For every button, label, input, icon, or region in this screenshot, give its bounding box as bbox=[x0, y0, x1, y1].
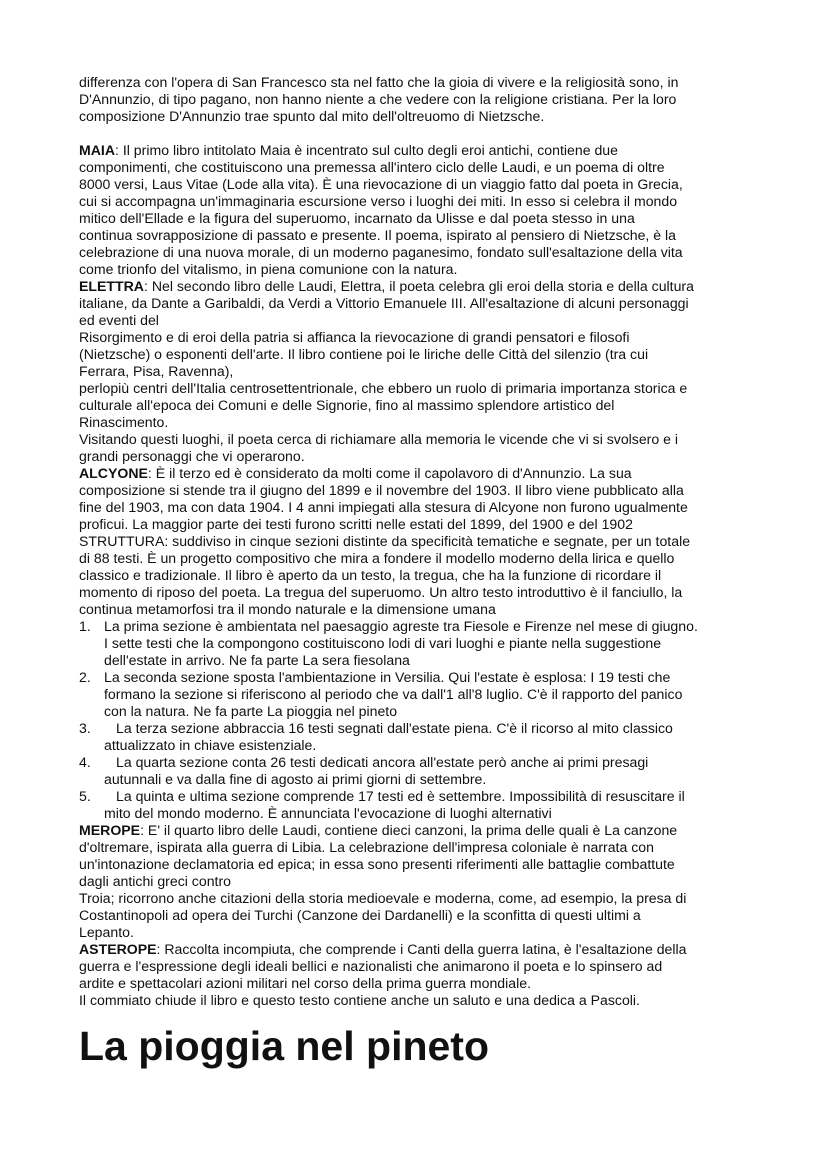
alcyone-title: ALCYONE bbox=[79, 465, 148, 481]
text-line: italiane, da Dante a Garibaldi, da Verdi a Vittorio Emanuele III. All'esaltazione di alcuni personaggi bbox=[79, 295, 689, 311]
asterope-first-line: : Raccolta incompiuta, che comprende i Canti della guerra latina, è l'esaltazione della bbox=[156, 941, 687, 957]
text-line: differenza con l'opera di San Francesco sta nel fatto che la gioia di vivere e la religiosità sono, in bbox=[79, 74, 679, 90]
text-line: fine del 1903, ma con data 1904. I 4 anni impiegati alla stesura di Alcyone non furono ugualmente bbox=[79, 499, 688, 515]
text-line: mitico dell'Ellade e la figura del superuomo, incarnato da Ulisse e dal poeta stesso in una bbox=[79, 210, 635, 226]
merope-first-line: : E' il quarto libro delle Laudi, contiene dieci canzoni, la prima delle quali è La canzone bbox=[140, 822, 678, 838]
text-line: dagli antichi greci contro bbox=[79, 873, 231, 889]
list-number: 5. bbox=[79, 788, 91, 804]
list-item bbox=[79, 788, 751, 822]
text-line: grandi personaggi che vi operarono. bbox=[79, 448, 305, 464]
text-line: La seconda sezione sposta l'ambientazione in Versilia. Qui l'estate è esplosa: I 19 testi che bbox=[104, 669, 671, 685]
list-number: 4. bbox=[79, 754, 91, 770]
maia-first-line: : Il primo libro intitolato Maia è incentrato sul culto degli eroi antichi, contiene due bbox=[115, 142, 618, 158]
text-line: La quarta sezione conta 26 testi dedicati ancora all'estate però anche ai primi presagi bbox=[116, 754, 649, 770]
merope-title: MEROPE bbox=[79, 822, 141, 838]
list-item bbox=[79, 669, 751, 720]
elettra-title: ELETTRA bbox=[79, 278, 144, 294]
paragraph-gap bbox=[79, 125, 751, 142]
list-item bbox=[79, 720, 751, 754]
text-line: Lepanto. bbox=[79, 924, 134, 940]
text-line: Rinascimento. bbox=[79, 414, 169, 430]
text-line: dell'estate in arrivo. Ne fa parte La sera fiesolana bbox=[104, 652, 410, 668]
text-line: culturale all'epoca dei Comuni e delle Signorie, fino al massimo splendore artistico del bbox=[79, 397, 615, 413]
text-line: perlopiù centri dell'Italia centrosettentrionale, che ebbero un ruolo di primaria importanza storica e bbox=[79, 380, 688, 396]
text-line: formano la sezione si riferiscono al periodo che va dall'1 all'8 luglio. C'è il rapporto del panico bbox=[104, 686, 683, 702]
text-line: autunnali e va dalla fine di agosto ai primi giorni di settembre. bbox=[104, 771, 487, 787]
maia-title: MAIA bbox=[79, 142, 116, 158]
text-line: mito del mondo moderno. È annunciata l'evocazione di luoghi alternativi bbox=[104, 805, 552, 821]
text-line: proficui. La maggior parte dei testi furono scritti nelle estati del 1899, del 1900 e del 1902 bbox=[79, 516, 633, 532]
text-line: Troia; ricorrono anche citazioni della storia medioevale e moderna, come, ad esempio, la presa di bbox=[79, 890, 687, 906]
text-line: Ferrara, Pisa, Ravenna), bbox=[79, 363, 234, 379]
text-line: momento di riposo del poeta. La tregua del superuomo. Un altro testo introduttivo è il fanciullo, la bbox=[79, 584, 683, 600]
text-line: d'oltremare, ispirata alla guerra di Libia. La celebrazione dell'impresa coloniale è narrata con bbox=[79, 839, 654, 855]
text-line: componimenti, che costituiscono una premessa all'intero ciclo delle Laudi, e un poema di oltre bbox=[79, 159, 665, 175]
list-number: 2. bbox=[79, 669, 91, 685]
text-line: come trionfo del vitalismo, in piena comunione con la natura. bbox=[79, 261, 458, 277]
text-line: un'intonazione declamatoria ed epica; in essa sono presenti riferimenti alle battaglie combattute bbox=[79, 856, 675, 872]
text-line: continua sovrapposizione di passato e presente. Il poema, ispirato al pensiero di Nietzsche, è la bbox=[79, 227, 676, 243]
text-line: ed eventi del bbox=[79, 312, 159, 328]
text-line: di 88 testi. È un progetto compositivo che mira a fondere il modello moderno della lirica e quello bbox=[79, 550, 675, 566]
list-number: 1. bbox=[79, 618, 91, 634]
text-line: attualizzato in chiave esistenziale. bbox=[104, 737, 317, 753]
alcyone-paragraph bbox=[79, 465, 751, 618]
text-line: (Nietzsche) o esponenti dell'arte. Il libro contiene poi le liriche delle Città del silenzio (tra cui bbox=[79, 346, 649, 362]
maia-paragraph bbox=[79, 142, 751, 278]
text-line: STRUTTURA: suddiviso in cinque sezioni distinte da specificità tematiche e segnate, per un totale bbox=[79, 533, 691, 549]
merope-paragraph bbox=[79, 822, 751, 941]
text-line: 8000 versi, Laus Vitae (Lode alla vita). È una rievocazione di un viaggio fatto dal poeta in Grecia, bbox=[79, 176, 683, 192]
text-line: Costantinopoli ad opera dei Turchi (Canzone dei Dardanelli) e la sconfitta di questi ultimi a bbox=[79, 907, 641, 923]
elettra-first-line: : Nel secondo libro delle Laudi, Elettra, il poeta celebra gli eroi della storia e della cultura bbox=[143, 278, 694, 294]
text-line bbox=[79, 822, 751, 839]
text-line: ardite e spettacolari azioni militari nel corso della prima guerra mondiale. bbox=[79, 975, 531, 991]
document-body bbox=[79, 74, 751, 1009]
text-line: continua metamorfosi tra il mondo naturale e la dimensione umana bbox=[79, 601, 496, 617]
text-line bbox=[79, 465, 751, 482]
text-line bbox=[79, 142, 751, 159]
text-line bbox=[79, 941, 751, 958]
text-line: cui si accompagna un'immaginaria escursione verso i luoghi dei miti. In esso si celebra il mondo bbox=[79, 193, 678, 209]
elettra-paragraph bbox=[79, 278, 751, 465]
text-line: I sette testi che la compongono costituiscono lodi di vari luoghi e piante nella suggestione bbox=[104, 635, 662, 651]
alcyone-first-line: : È il terzo ed è considerato da molti come il capolavoro di d'Annunzio. La sua bbox=[147, 465, 632, 481]
text-line: La quinta e ultima sezione comprende 17 testi ed è settembre. Impossibilità di resuscitare il bbox=[116, 788, 685, 804]
alcyone-sections-list bbox=[79, 618, 751, 822]
text-line: D'Annunzio, di tipo pagano, non hanno niente a che vedere con la religione cristiana. Per la loro bbox=[79, 91, 677, 107]
section-heading: La pioggia nel pineto bbox=[79, 1023, 489, 1069]
text-line: La terza sezione abbraccia 16 testi segnati dall'estate piena. C'è il ricorso al mito classico bbox=[116, 720, 673, 736]
intro-paragraph bbox=[79, 74, 751, 125]
text-line: guerra e l'espressione degli ideali bellici e nazionalisti che animarono il poeta e lo spinsero ad bbox=[79, 958, 663, 974]
text-line: celebrazione di una nuova morale, di un moderno paganesimo, fondato sull'esaltazione della vita bbox=[79, 244, 683, 260]
text-line: Risorgimento e di eroi della patria si affianca la rievocazione di grandi pensatori e filosofi bbox=[79, 329, 630, 345]
text-line bbox=[79, 278, 751, 295]
asterope-paragraph bbox=[79, 941, 751, 1009]
asterope-title: ASTEROPE bbox=[79, 941, 157, 957]
text-line: Visitando questi luoghi, il poeta cerca di richiamare alla memoria le vicende che vi si svolsero e i bbox=[79, 431, 679, 447]
list-item bbox=[79, 754, 751, 788]
text-line: La prima sezione è ambientata nel paesaggio agreste tra Fiesole e Firenze nel mese di giugno. bbox=[104, 618, 698, 634]
list-item bbox=[79, 618, 751, 669]
text-line: Il commiato chiude il libro e questo testo contiene anche un saluto e una dedica a Pascoli. bbox=[79, 992, 640, 1008]
text-line: con la natura. Ne fa parte La pioggia nel pineto bbox=[104, 703, 398, 719]
text-line: classico e tradizionale. Il libro è aperto da un testo, la tregua, che ha la funzione di ricordare il bbox=[79, 567, 662, 583]
text-line: composizione si stende tra il giugno del 1899 e il novembre del 1903. Il libro viene pubblicato alla bbox=[79, 482, 684, 498]
text-line: composizione D'Annunzio trae spunto dal mito dell'oltreuomo di Nietzsche. bbox=[79, 108, 545, 124]
list-number: 3. bbox=[79, 720, 91, 736]
